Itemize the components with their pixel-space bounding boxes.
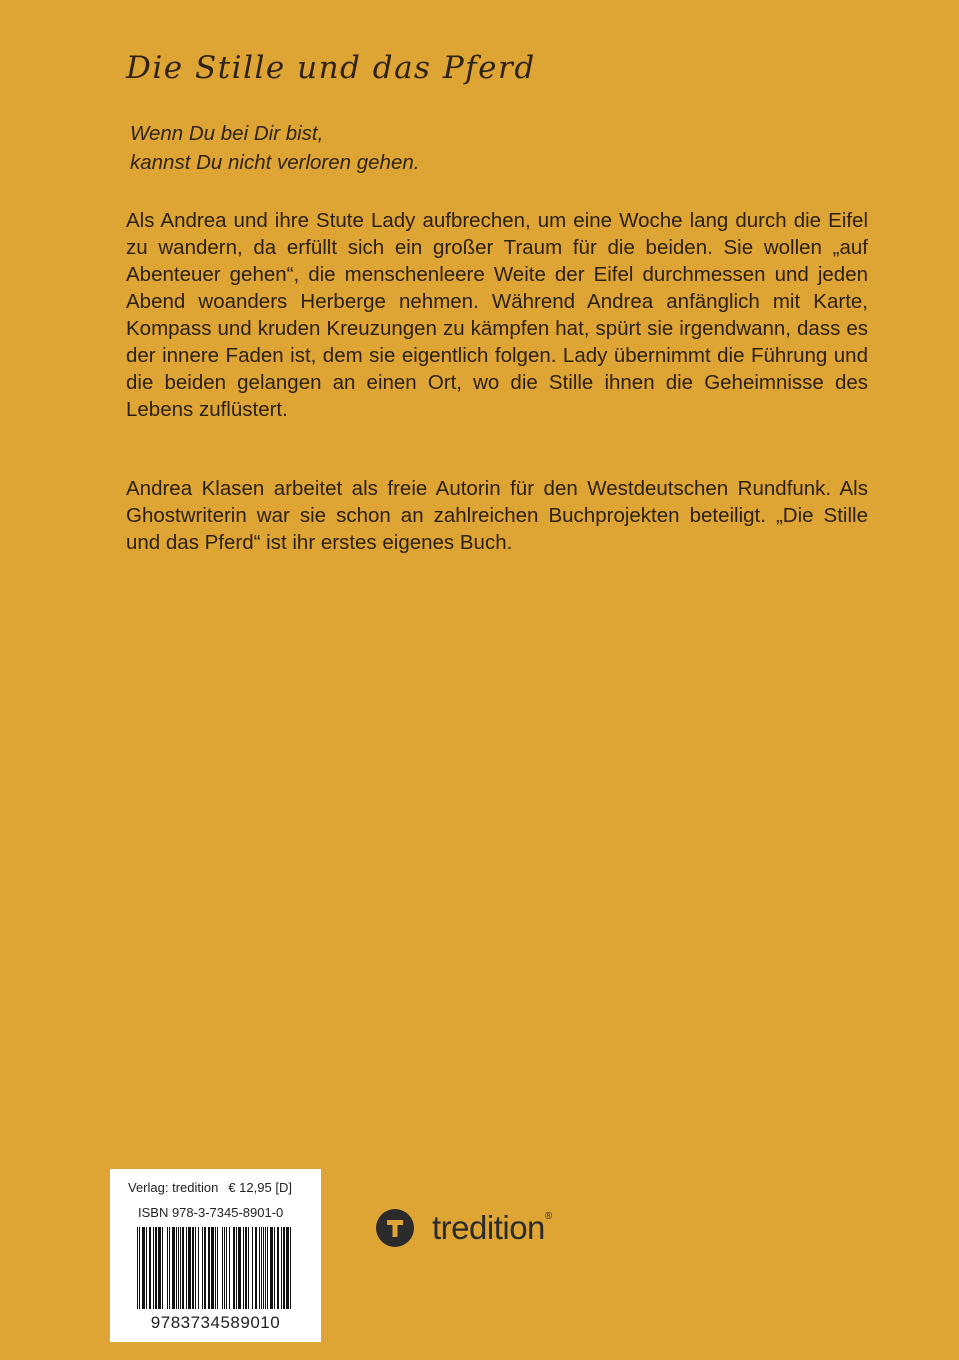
barcode-bar	[215, 1227, 216, 1309]
quote-line-2: kannst Du nicht verloren gehen.	[130, 151, 420, 174]
barcode-bar	[283, 1227, 285, 1309]
barcode-bar	[226, 1227, 227, 1309]
barcode-bar	[267, 1227, 268, 1309]
barcode-digits: 9783734589010	[150, 1313, 281, 1332]
tagline-quote	[130, 119, 419, 177]
barcode-bar	[217, 1227, 218, 1309]
barcode-bars	[137, 1227, 294, 1309]
barcode-bar	[252, 1227, 253, 1309]
barcode-bar	[233, 1227, 235, 1309]
barcode-bar	[192, 1227, 194, 1309]
barcode-bar	[263, 1227, 264, 1309]
barcode-bar	[146, 1227, 147, 1309]
barcode-bar	[245, 1227, 247, 1309]
registered-mark: ®	[544, 1211, 552, 1222]
barcode-bar	[243, 1227, 244, 1309]
barcode-bar	[169, 1227, 170, 1309]
barcode-bar	[188, 1227, 191, 1309]
barcode-bar	[270, 1227, 273, 1309]
barcode-bar	[153, 1227, 154, 1309]
barcode-bar	[211, 1227, 214, 1309]
barcode-bar	[162, 1227, 163, 1309]
author-bio: Andrea Klasen arbeitet als freie Autorin für den Westdeutschen Rundfunk. Als Ghostwriterin war sie schon an zahlreichen Buchprojekten beteiligt. „Die Stille und das Pferd“ ist ihr erstes eigenes Buch.	[126, 477, 868, 554]
barcode-bar	[286, 1227, 289, 1309]
barcode-bar	[204, 1227, 206, 1309]
publisher-logo-text	[432, 1209, 552, 1247]
barcode-bar	[186, 1227, 187, 1309]
barcode-bar	[137, 1227, 138, 1309]
publisher-text: Verlag: tredition	[128, 1180, 219, 1195]
barcode-bar	[202, 1227, 203, 1309]
barcode-bar	[158, 1227, 161, 1309]
book-blurb: Als Andrea und ihre Stute Lady aufbrechen, um eine Woche lang durch die Eifel zu wandern, da erfüllt sich ein großer Traum für die beiden. Sie wollen „auf Abenteuer gehen“, die menschenleere Weite der Eifel durchmessen und jeden Abend woanders Herberge nehmen. Während Andrea anfänglich mit Karte, Kompass und kruden Kreuzungen zu kämpfen hat, spürt sie irgendwann, dass es der innere Faden ist, dem sie eigentlich folgen. Lady übernimmt die Führung und die beiden gelangen an einen Ort, wo die Stille ihnen die Geheimnisse des Lebens zuflüstert.	[126, 209, 868, 421]
barcode-bar	[265, 1227, 266, 1309]
barcode-bar	[229, 1227, 230, 1309]
barcode-bar	[222, 1227, 223, 1309]
book-title: Die Stille und das Pferd	[126, 50, 536, 86]
barcode-bar	[155, 1227, 157, 1309]
publisher-price-line	[128, 1180, 292, 1195]
barcode-bar	[238, 1227, 241, 1309]
barcode-bar	[255, 1227, 257, 1309]
publisher-logo	[376, 1209, 552, 1247]
price-text: € 12,95 [D]	[228, 1180, 292, 1195]
barcode-bar	[224, 1227, 225, 1309]
barcode-bar	[248, 1227, 249, 1309]
barcode-bar	[178, 1227, 179, 1309]
barcode-bar	[198, 1227, 199, 1309]
barcode-bar	[208, 1227, 210, 1309]
barcode-bar	[281, 1227, 282, 1309]
logo-name: tredition	[432, 1209, 545, 1246]
isbn-text: ISBN 978-3-7345-8901-0	[138, 1205, 284, 1220]
barcode-bar	[290, 1227, 291, 1309]
barcode-label	[110, 1169, 321, 1342]
barcode-bar	[139, 1227, 140, 1309]
tredition-logo-icon	[376, 1209, 414, 1247]
barcode-bar	[277, 1227, 279, 1309]
barcode-bar	[182, 1227, 184, 1309]
barcode-bar	[274, 1227, 275, 1309]
barcode-bar	[259, 1227, 260, 1309]
barcode-bar	[149, 1227, 151, 1309]
barcode-bar	[195, 1227, 196, 1309]
barcode-bar	[176, 1227, 177, 1309]
barcode-bar	[172, 1227, 175, 1309]
barcode-bar	[180, 1227, 181, 1309]
barcode-bar	[167, 1227, 168, 1309]
barcode-bar	[142, 1227, 145, 1309]
barcode-bar	[261, 1227, 262, 1309]
quote-line-1: Wenn Du bei Dir bist,	[130, 122, 324, 145]
barcode-bar	[236, 1227, 237, 1309]
